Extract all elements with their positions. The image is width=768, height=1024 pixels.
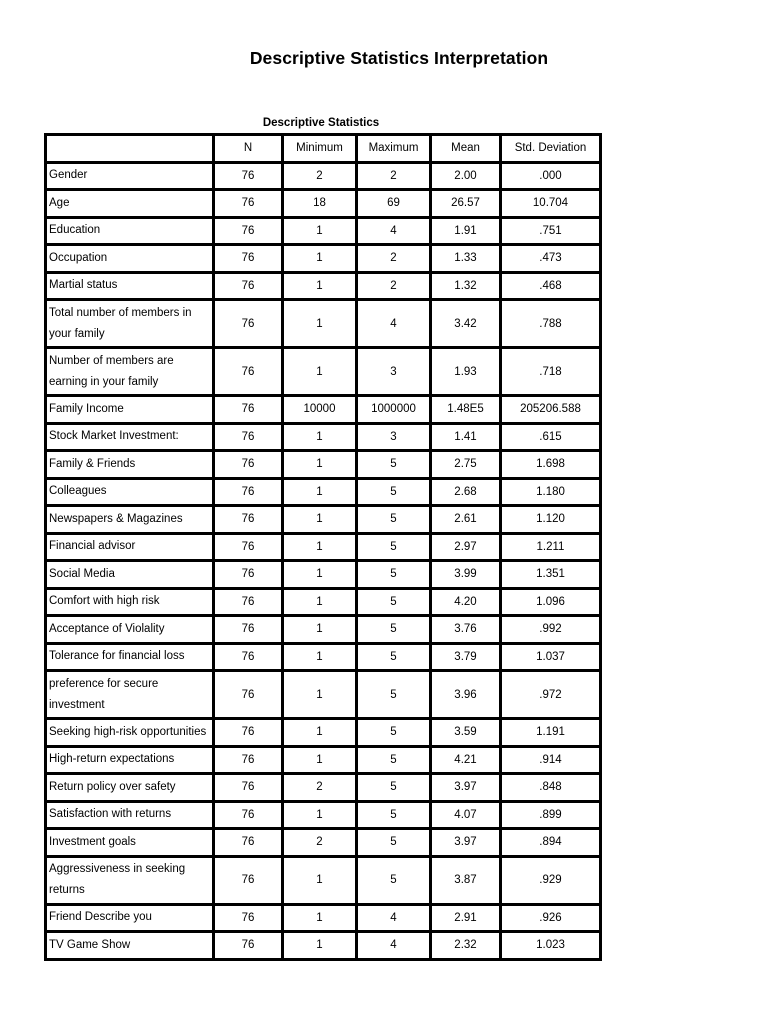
table-row xyxy=(46,162,601,190)
descriptive-statistics-table xyxy=(44,133,602,961)
cell-mean: 2.97 xyxy=(431,533,501,561)
table-row xyxy=(46,643,601,671)
table-row xyxy=(46,829,601,857)
cell-minimum: 1 xyxy=(283,451,357,479)
cell-n: 76 xyxy=(214,904,283,932)
table-row xyxy=(46,423,601,451)
table-row xyxy=(46,561,601,589)
cell-maximum: 5 xyxy=(357,774,431,802)
header-variable xyxy=(46,135,214,163)
cell-std-deviation: 1.180 xyxy=(501,478,601,506)
cell-maximum: 5 xyxy=(357,533,431,561)
table-row xyxy=(46,245,601,273)
cell-std-deviation: .972 xyxy=(501,671,601,719)
cell-std-deviation: .914 xyxy=(501,746,601,774)
cell-n: 76 xyxy=(214,423,283,451)
table-row xyxy=(46,746,601,774)
table-row xyxy=(46,774,601,802)
cell-mean: 2.32 xyxy=(431,932,501,960)
cell-minimum: 1 xyxy=(283,533,357,561)
cell-variable: Stock Market Investment: xyxy=(46,423,214,451)
table-row xyxy=(46,616,601,644)
table-row xyxy=(46,190,601,218)
table-row xyxy=(46,506,601,534)
cell-mean: 3.97 xyxy=(431,774,501,802)
cell-minimum: 1 xyxy=(283,478,357,506)
cell-std-deviation: .992 xyxy=(501,616,601,644)
cell-maximum: 4 xyxy=(357,300,431,348)
cell-maximum: 4 xyxy=(357,217,431,245)
cell-maximum: 5 xyxy=(357,643,431,671)
cell-minimum: 1 xyxy=(283,217,357,245)
cell-std-deviation: 1.211 xyxy=(501,533,601,561)
cell-n: 76 xyxy=(214,300,283,348)
cell-maximum: 3 xyxy=(357,423,431,451)
cell-mean: 2.91 xyxy=(431,904,501,932)
cell-mean: 4.20 xyxy=(431,588,501,616)
cell-variable: Financial advisor xyxy=(46,533,214,561)
cell-minimum: 1 xyxy=(283,719,357,747)
cell-mean: 4.07 xyxy=(431,801,501,829)
table-body xyxy=(46,162,601,959)
cell-variable: Friend Describe you xyxy=(46,904,214,932)
table-row xyxy=(46,671,601,719)
cell-variable: Gender xyxy=(46,162,214,190)
cell-std-deviation: .848 xyxy=(501,774,601,802)
cell-mean: 1.33 xyxy=(431,245,501,273)
cell-maximum: 5 xyxy=(357,719,431,747)
table-row xyxy=(46,932,601,960)
cell-mean: 2.75 xyxy=(431,451,501,479)
cell-n: 76 xyxy=(214,588,283,616)
cell-n: 76 xyxy=(214,746,283,774)
cell-maximum: 5 xyxy=(357,801,431,829)
cell-n: 76 xyxy=(214,719,283,747)
cell-maximum: 5 xyxy=(357,746,431,774)
table-caption: Descriptive Statistics xyxy=(262,117,380,129)
header-row xyxy=(46,135,601,163)
cell-std-deviation: 10.704 xyxy=(501,190,601,218)
cell-n: 76 xyxy=(214,245,283,273)
cell-maximum: 2 xyxy=(357,245,431,273)
table-row xyxy=(46,719,601,747)
table-row xyxy=(46,272,601,300)
cell-minimum: 1 xyxy=(283,671,357,719)
header-maximum: Maximum xyxy=(357,135,431,163)
cell-variable: Family Income xyxy=(46,396,214,424)
cell-minimum: 18 xyxy=(283,190,357,218)
cell-mean: 3.96 xyxy=(431,671,501,719)
cell-minimum: 1 xyxy=(283,245,357,273)
cell-std-deviation: .899 xyxy=(501,801,601,829)
cell-variable: Education xyxy=(46,217,214,245)
cell-variable: Tolerance for financial loss xyxy=(46,643,214,671)
cell-variable: Seeking high-risk opportunities xyxy=(46,719,214,747)
cell-variable: TV Game Show xyxy=(46,932,214,960)
cell-minimum: 1 xyxy=(283,616,357,644)
table-row xyxy=(46,904,601,932)
table-row xyxy=(46,533,601,561)
cell-n: 76 xyxy=(214,829,283,857)
cell-minimum: 2 xyxy=(283,774,357,802)
cell-n: 76 xyxy=(214,190,283,218)
table-row xyxy=(46,801,601,829)
cell-maximum: 5 xyxy=(357,588,431,616)
cell-maximum: 2 xyxy=(357,272,431,300)
cell-variable: High-return expectations xyxy=(46,746,214,774)
cell-std-deviation: .615 xyxy=(501,423,601,451)
cell-maximum: 5 xyxy=(357,478,431,506)
cell-variable: Social Media xyxy=(46,561,214,589)
table-row xyxy=(46,856,601,904)
cell-n: 76 xyxy=(214,801,283,829)
cell-maximum: 3 xyxy=(357,348,431,396)
cell-minimum: 10000 xyxy=(283,396,357,424)
cell-n: 76 xyxy=(214,533,283,561)
cell-variable: Family & Friends xyxy=(46,451,214,479)
cell-std-deviation: .473 xyxy=(501,245,601,273)
cell-maximum: 5 xyxy=(357,671,431,719)
cell-mean: 2.61 xyxy=(431,506,501,534)
cell-maximum: 2 xyxy=(357,162,431,190)
cell-std-deviation: 1.023 xyxy=(501,932,601,960)
cell-std-deviation: 1.698 xyxy=(501,451,601,479)
cell-n: 76 xyxy=(214,774,283,802)
cell-maximum: 5 xyxy=(357,616,431,644)
cell-mean: 1.32 xyxy=(431,272,501,300)
cell-minimum: 1 xyxy=(283,588,357,616)
cell-minimum: 1 xyxy=(283,423,357,451)
cell-mean: 4.21 xyxy=(431,746,501,774)
cell-n: 76 xyxy=(214,478,283,506)
cell-n: 76 xyxy=(214,217,283,245)
cell-std-deviation: .929 xyxy=(501,856,601,904)
cell-std-deviation: .894 xyxy=(501,829,601,857)
header-n: N xyxy=(214,135,283,163)
cell-n: 76 xyxy=(214,348,283,396)
cell-mean: 26.57 xyxy=(431,190,501,218)
table-row xyxy=(46,478,601,506)
cell-n: 76 xyxy=(214,643,283,671)
header-mean: Mean xyxy=(431,135,501,163)
cell-maximum: 5 xyxy=(357,829,431,857)
cell-std-deviation: 205206.588 xyxy=(501,396,601,424)
cell-minimum: 2 xyxy=(283,162,357,190)
cell-maximum: 5 xyxy=(357,506,431,534)
cell-variable: preference for secure investment xyxy=(46,671,214,719)
cell-variable: Comfort with high risk xyxy=(46,588,214,616)
cell-minimum: 2 xyxy=(283,829,357,857)
table-row xyxy=(46,300,601,348)
cell-variable: Satisfaction with returns xyxy=(46,801,214,829)
table-row xyxy=(46,451,601,479)
cell-n: 76 xyxy=(214,506,283,534)
table-row xyxy=(46,588,601,616)
cell-mean: 3.97 xyxy=(431,829,501,857)
page-title: Descriptive Statistics Interpretation xyxy=(249,48,549,68)
cell-minimum: 1 xyxy=(283,300,357,348)
header-minimum: Minimum xyxy=(283,135,357,163)
cell-std-deviation: 1.351 xyxy=(501,561,601,589)
cell-maximum: 4 xyxy=(357,904,431,932)
cell-maximum: 1000000 xyxy=(357,396,431,424)
cell-minimum: 1 xyxy=(283,272,357,300)
cell-minimum: 1 xyxy=(283,904,357,932)
cell-n: 76 xyxy=(214,616,283,644)
cell-variable: Occupation xyxy=(46,245,214,273)
cell-variable: Age xyxy=(46,190,214,218)
cell-n: 76 xyxy=(214,162,283,190)
cell-mean: 3.42 xyxy=(431,300,501,348)
cell-minimum: 1 xyxy=(283,506,357,534)
cell-mean: 1.93 xyxy=(431,348,501,396)
table-row xyxy=(46,396,601,424)
cell-std-deviation: .000 xyxy=(501,162,601,190)
table-row xyxy=(46,217,601,245)
cell-variable: Colleagues xyxy=(46,478,214,506)
cell-maximum: 69 xyxy=(357,190,431,218)
cell-mean: 3.99 xyxy=(431,561,501,589)
cell-std-deviation: .788 xyxy=(501,300,601,348)
cell-n: 76 xyxy=(214,451,283,479)
cell-std-deviation: 1.096 xyxy=(501,588,601,616)
cell-minimum: 1 xyxy=(283,561,357,589)
cell-std-deviation: .718 xyxy=(501,348,601,396)
cell-mean: 1.41 xyxy=(431,423,501,451)
cell-maximum: 5 xyxy=(357,451,431,479)
cell-maximum: 4 xyxy=(357,932,431,960)
cell-mean: 3.87 xyxy=(431,856,501,904)
cell-minimum: 1 xyxy=(283,932,357,960)
cell-variable: Investment goals xyxy=(46,829,214,857)
cell-n: 76 xyxy=(214,561,283,589)
cell-std-deviation: 1.191 xyxy=(501,719,601,747)
cell-minimum: 1 xyxy=(283,643,357,671)
cell-n: 76 xyxy=(214,856,283,904)
cell-n: 76 xyxy=(214,272,283,300)
cell-variable: Acceptance of Violality xyxy=(46,616,214,644)
cell-std-deviation: .751 xyxy=(501,217,601,245)
table-row xyxy=(46,348,601,396)
cell-n: 76 xyxy=(214,932,283,960)
cell-n: 76 xyxy=(214,396,283,424)
cell-std-deviation: 1.120 xyxy=(501,506,601,534)
cell-variable: Total number of members in your family xyxy=(46,300,214,348)
cell-minimum: 1 xyxy=(283,746,357,774)
cell-variable: Number of members are earning in your family xyxy=(46,348,214,396)
cell-minimum: 1 xyxy=(283,801,357,829)
cell-variable: Aggressiveness in seeking returns xyxy=(46,856,214,904)
cell-mean: 2.68 xyxy=(431,478,501,506)
cell-mean: 1.91 xyxy=(431,217,501,245)
cell-std-deviation: .468 xyxy=(501,272,601,300)
cell-mean: 3.59 xyxy=(431,719,501,747)
cell-minimum: 1 xyxy=(283,348,357,396)
cell-mean: 3.76 xyxy=(431,616,501,644)
cell-minimum: 1 xyxy=(283,856,357,904)
header-std-deviation: Std. Deviation xyxy=(501,135,601,163)
cell-mean: 3.79 xyxy=(431,643,501,671)
cell-n: 76 xyxy=(214,671,283,719)
cell-mean: 1.48E5 xyxy=(431,396,501,424)
cell-std-deviation: .926 xyxy=(501,904,601,932)
cell-std-deviation: 1.037 xyxy=(501,643,601,671)
cell-variable: Martial status xyxy=(46,272,214,300)
cell-maximum: 5 xyxy=(357,856,431,904)
cell-variable: Return policy over safety xyxy=(46,774,214,802)
cell-mean: 2.00 xyxy=(431,162,501,190)
cell-variable: Newspapers & Magazines xyxy=(46,506,214,534)
cell-maximum: 5 xyxy=(357,561,431,589)
